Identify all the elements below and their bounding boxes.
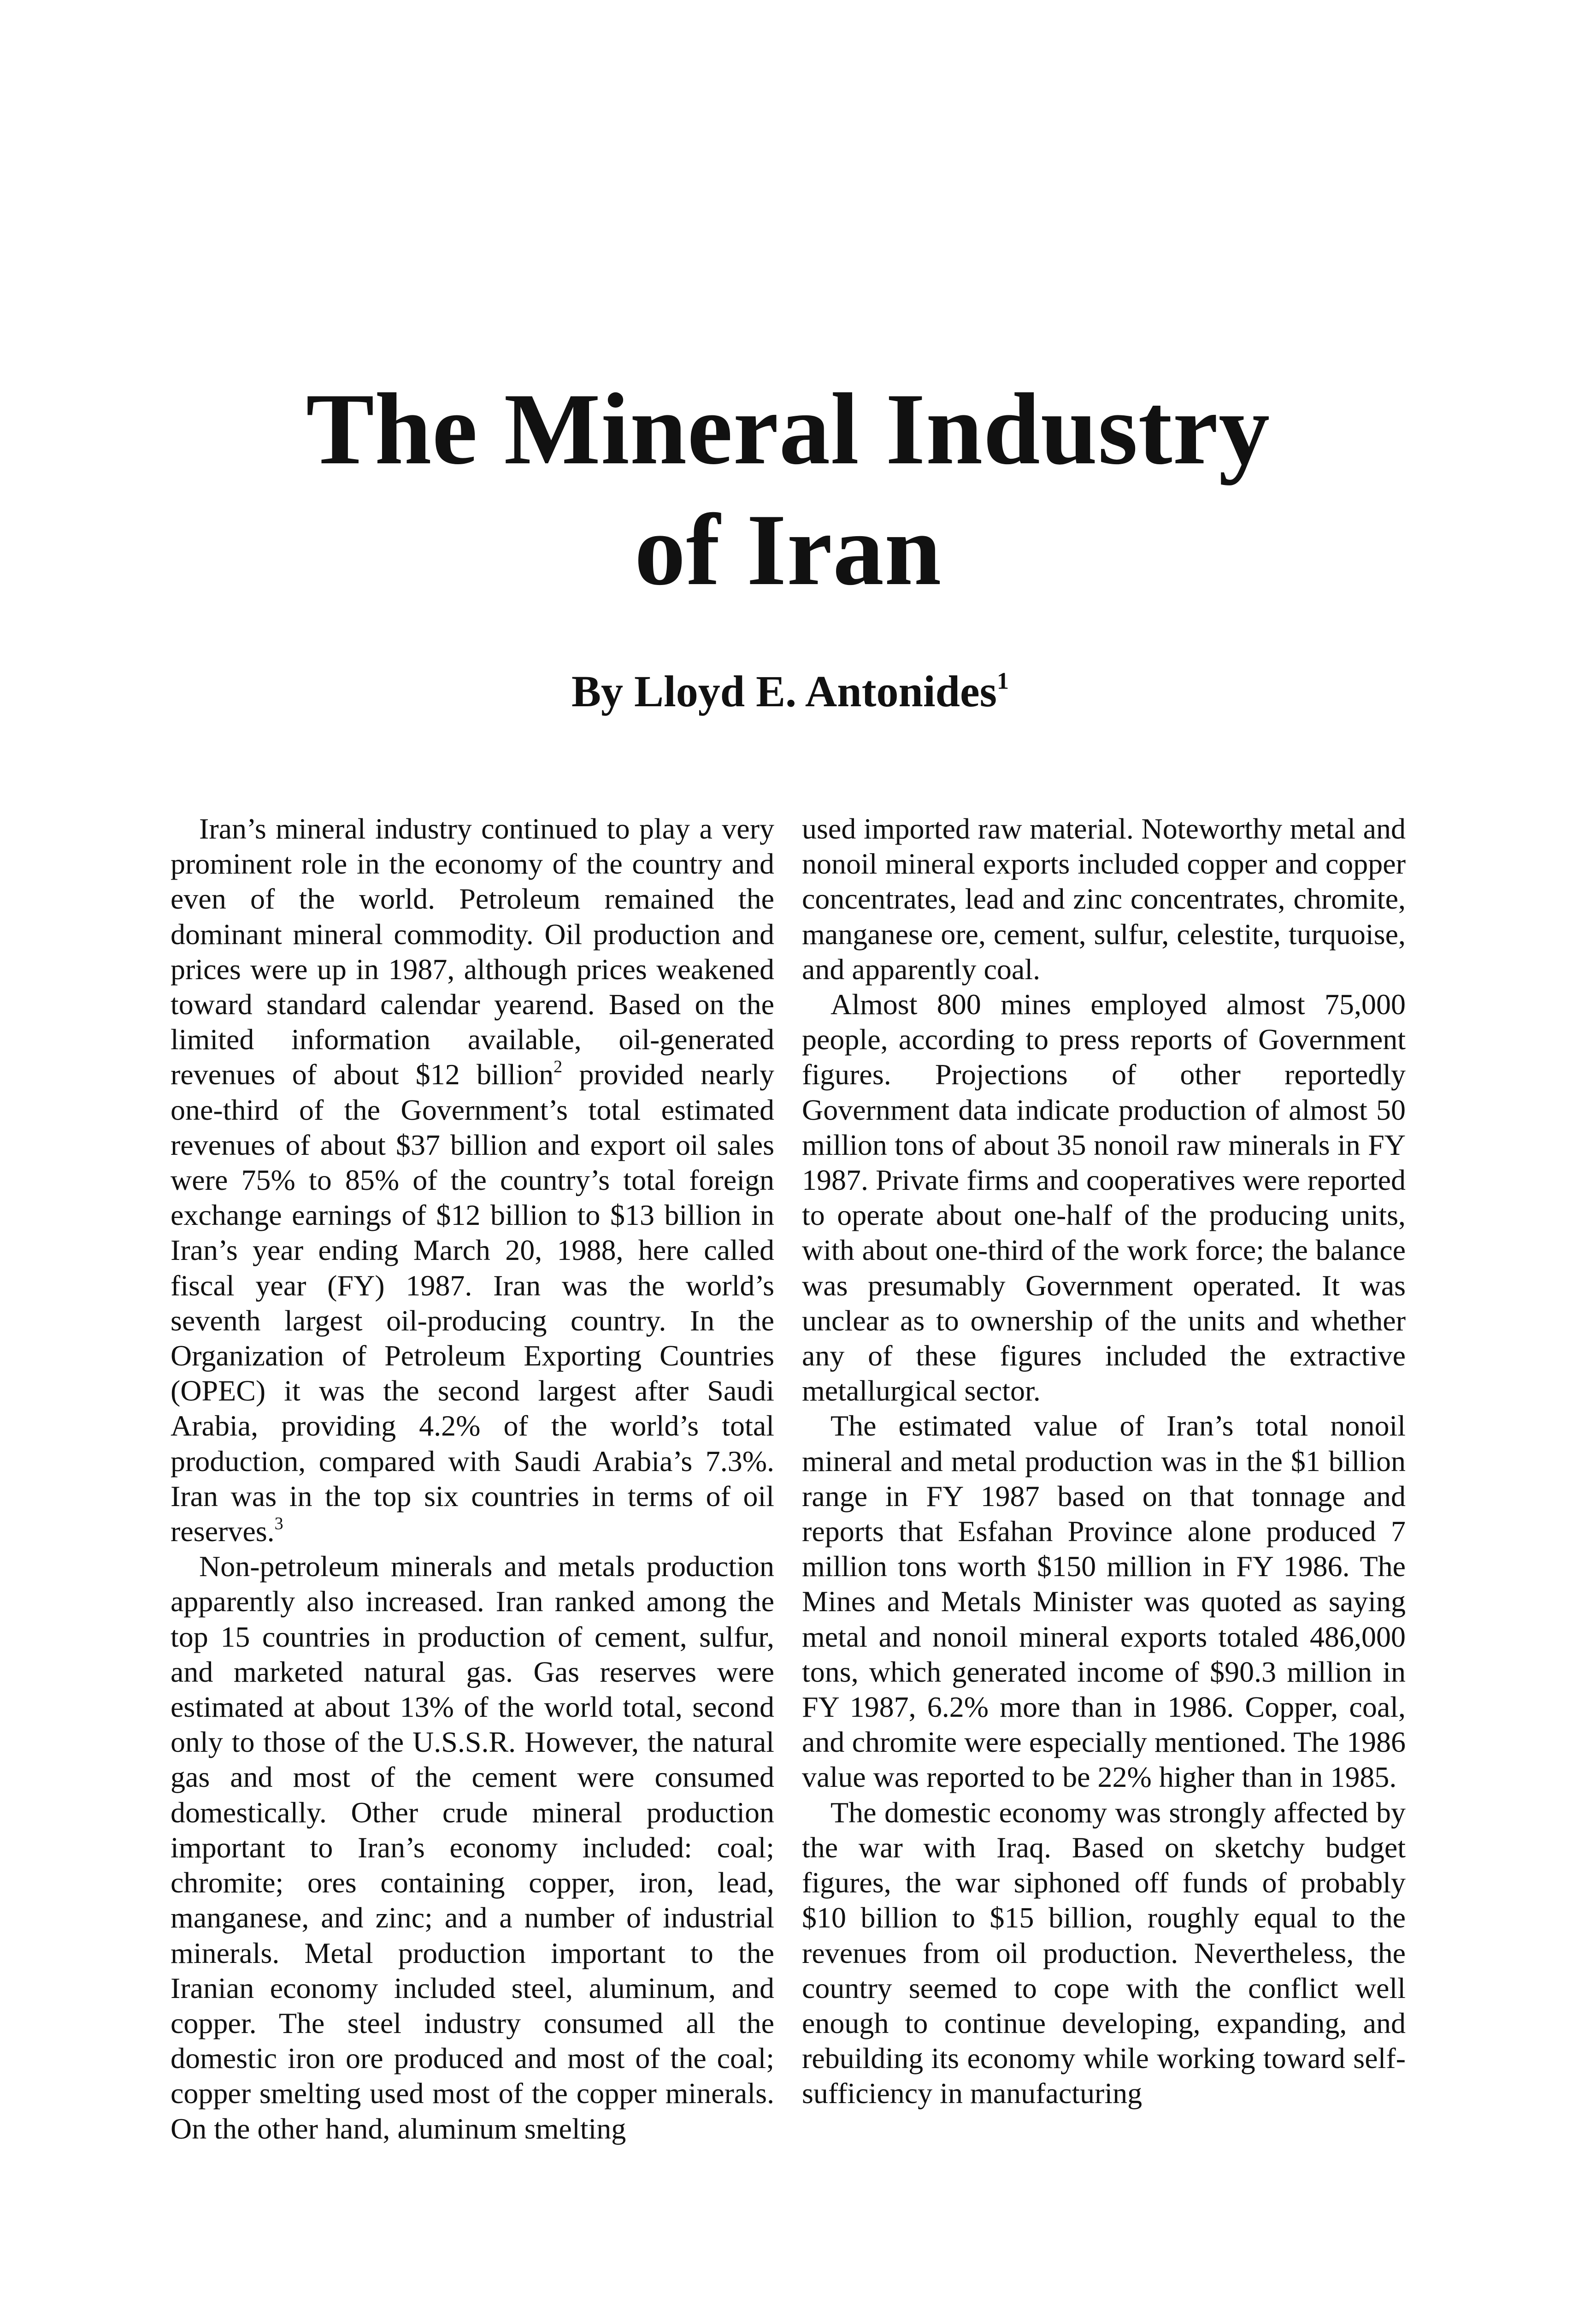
left-paragraph-2: Non-petroleum minerals and metals production apparently also increased. Iran ranked among the top 15 countries in production of cement, sulfur, and marketed natural gas. Gas reserves were estimated at about 13% of the world total, second only to those of the U.S.S.R. However, the natural gas and most of the cement were consumed domestically. Other crude mineral production important to Iran’s economy included: coal; chromite; ores containing copper, iron, lead, manganese, and zinc; and a number of industrial minerals. Metal production important to the Iranian economy included steel, aluminum, and copper. The steel industry consumed all the domestic iron ore produced and most of the coal; copper smelting used most of the copper minerals. On the other hand, aluminum smelting [171,1550,774,2145]
byline-footnote-marker: 1 [996,668,1009,694]
footnote-marker-2: 2 [554,1057,563,1077]
right-paragraph-1: Almost 800 mines employed almost 75,000 people, according to press reports of Government figures. Projections of other reportedly Government data indicate production of almost 50 million tons of about 35 nonoil raw minerals in FY 1987. Private firms and cooperatives were reported to operate about one-half of the producing units, with about one-third of the work force; the balance was presumably Government operated. It was unclear as to ownership of the units and whether any of these figures included the extractive metallurgical sector. [802,988,1406,1407]
footnote-marker-3: 3 [274,1514,283,1534]
right-column [802,811,1406,2111]
left-paragraph-1-part-b: provided nearly one-third of the Government’s total estimated revenues of about $37 billion and export oil sales were 75% to 85% of the country’s total foreign exchange earnings of $12 billion to $13 billion in Iran’s year ending March 20, 1988, here called fiscal year (FY) 1987. Iran was the world’s seventh largest oil-producing country. In the Organization of Petroleum Exporting Countries (OPEC) it was the second largest after Saudi Arabia, providing 4.2% of the world’s total production, compared with Saudi Arabia’s 7.3%. Iran was in the top six countries in terms of oil reserves. [171,1058,775,1548]
byline [571,664,1009,719]
article-title: The Mineral Industry of Iran [306,372,1271,607]
right-paragraph-continued: used imported raw material. Noteworthy metal and nonoil mineral exports included copper and copper concentrates, lead and zinc concentrates, chromite, manganese ore, cement, sulfur, celestite, turquoise, and apparently coal. [802,812,1406,986]
byline-author: By Lloyd E. Antonides [571,667,997,716]
left-paragraph-1-part-a: Iran’s mineral industry continued to play a very prominent role in the economy of the country and even of the world. Petroleum remained the dominant mineral commodity. Oil production and prices were up in 1987, although prices weakened toward standard calendar yearend. Based on the limited information available, oil-generated revenues of about $12 billion [171,812,774,1091]
left-column [171,811,774,2146]
right-paragraph-2: The estimated value of Iran’s total nonoil mineral and metal production was in the $1 billion range in FY 1987 based on that tonnage and reports that Esfahan Province alone produced 7 million tons worth $150 million in FY 1986. The Mines and Metals Minister was quoted as saying metal and nonoil mineral exports totaled 486,000 tons, which generated income of $90.3 million in FY 1987, 6.2% more than in 1986. Copper, coal, and chromite were especially mentioned. The 1986 value was reported to be 22% higher than in 1985. [802,1409,1406,1794]
right-paragraph-3: The domestic economy was strongly affected by the war with Iraq. Based on sketchy budget figures, the war siphoned off funds of probably $10 billion to $15 billion, roughly equal to the revenues from oil production. Nevertheless, the country seemed to cope with the conflict well enough to continue developing, expanding, and rebuilding its economy while working toward self-sufficiency in manufacturing [802,1796,1406,2110]
left-paragraph-1 [171,811,774,1549]
